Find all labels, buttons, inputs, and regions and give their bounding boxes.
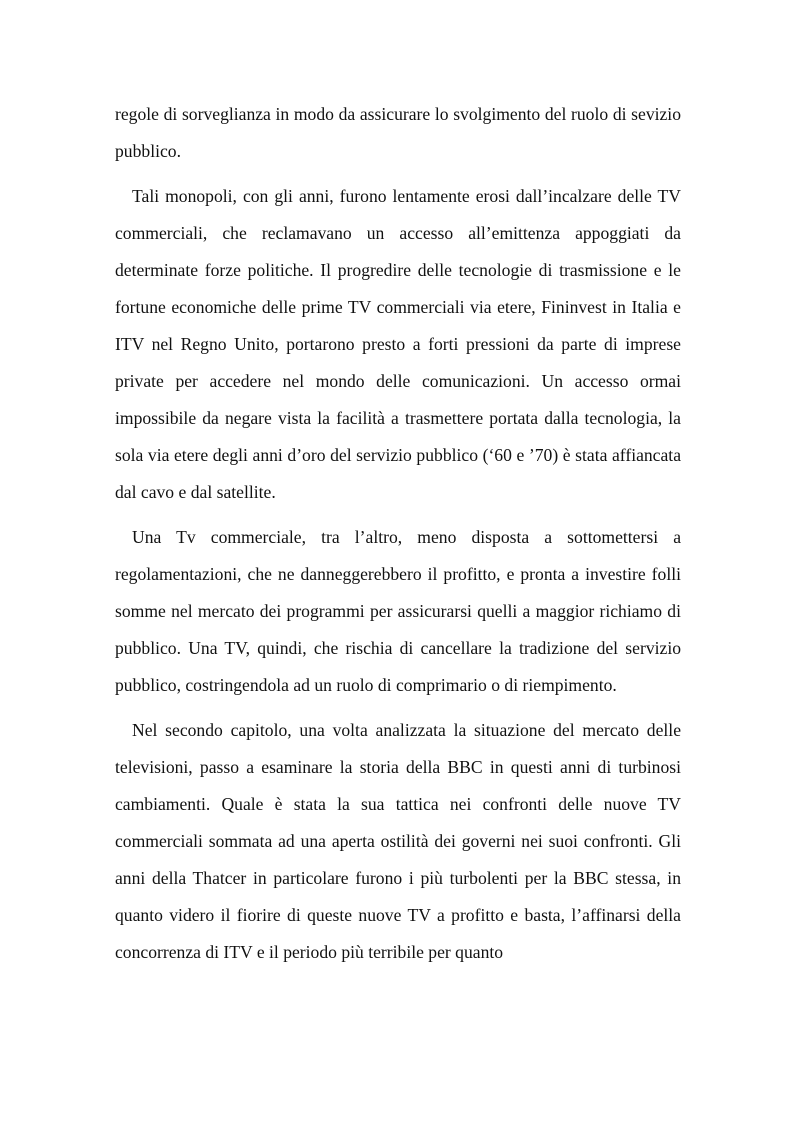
paragraph: Tali monopoli, con gli anni, furono lentamente erosi dall’incalzare delle TV commerciali, che reclamavano un accesso all’emittenza appoggiati da determinate forze politiche. Il progredire delle tecnologie di trasmissione e le fortune economiche delle prime TV commerciali via etere, Fininvest in Italia e ITV nel Regno Unito, portarono presto a forti pressioni da parte di imprese private per accedere nel mondo delle comunicazioni. Un accesso ormai impossibile da negare vista la facilità a trasmettere portata dalla tecnologia, la sola via etere degli anni d’oro del servizio pubblico (‘60 e ’70) è stata affiancata dal cavo e dal satellite. — [115, 186, 681, 502]
paragraph-continued: regole di sorveglianza in modo da assicurare lo svolgimento del ruolo di sevizio pubblico. — [115, 104, 681, 161]
paragraph: Una Tv commerciale, tra l’altro, meno disposta a sottomettersi a regolamentazioni, che ne danneggerebbero il profitto, e pronta a investire folli somme nel mercato dei programmi per assicurarsi quelli a maggior richiamo di pubblico. Una TV, quindi, che rischia di cancellare la tradizione del servizio pubblico, costringendola ad un ruolo di comprimario o di riempimento. — [115, 527, 681, 695]
document-body — [115, 96, 681, 979]
paragraph: Nel secondo capitolo, una volta analizzata la situazione del mercato delle televisioni, passo a esaminare la storia della BBC in questi anni di turbinosi cambiamenti. Quale è stata la sua tattica nei confronti delle nuove TV commerciali sommata ad una aperta ostilità dei governi nei suoi confronti. Gli anni della Thatcer in particolare furono i più turbolenti per la BBC stessa, in quanto videro il fiorire di queste nuove TV a profitto e basta, l’affinarsi della concorrenza di ITV e il periodo più terribile per quanto — [115, 720, 681, 962]
